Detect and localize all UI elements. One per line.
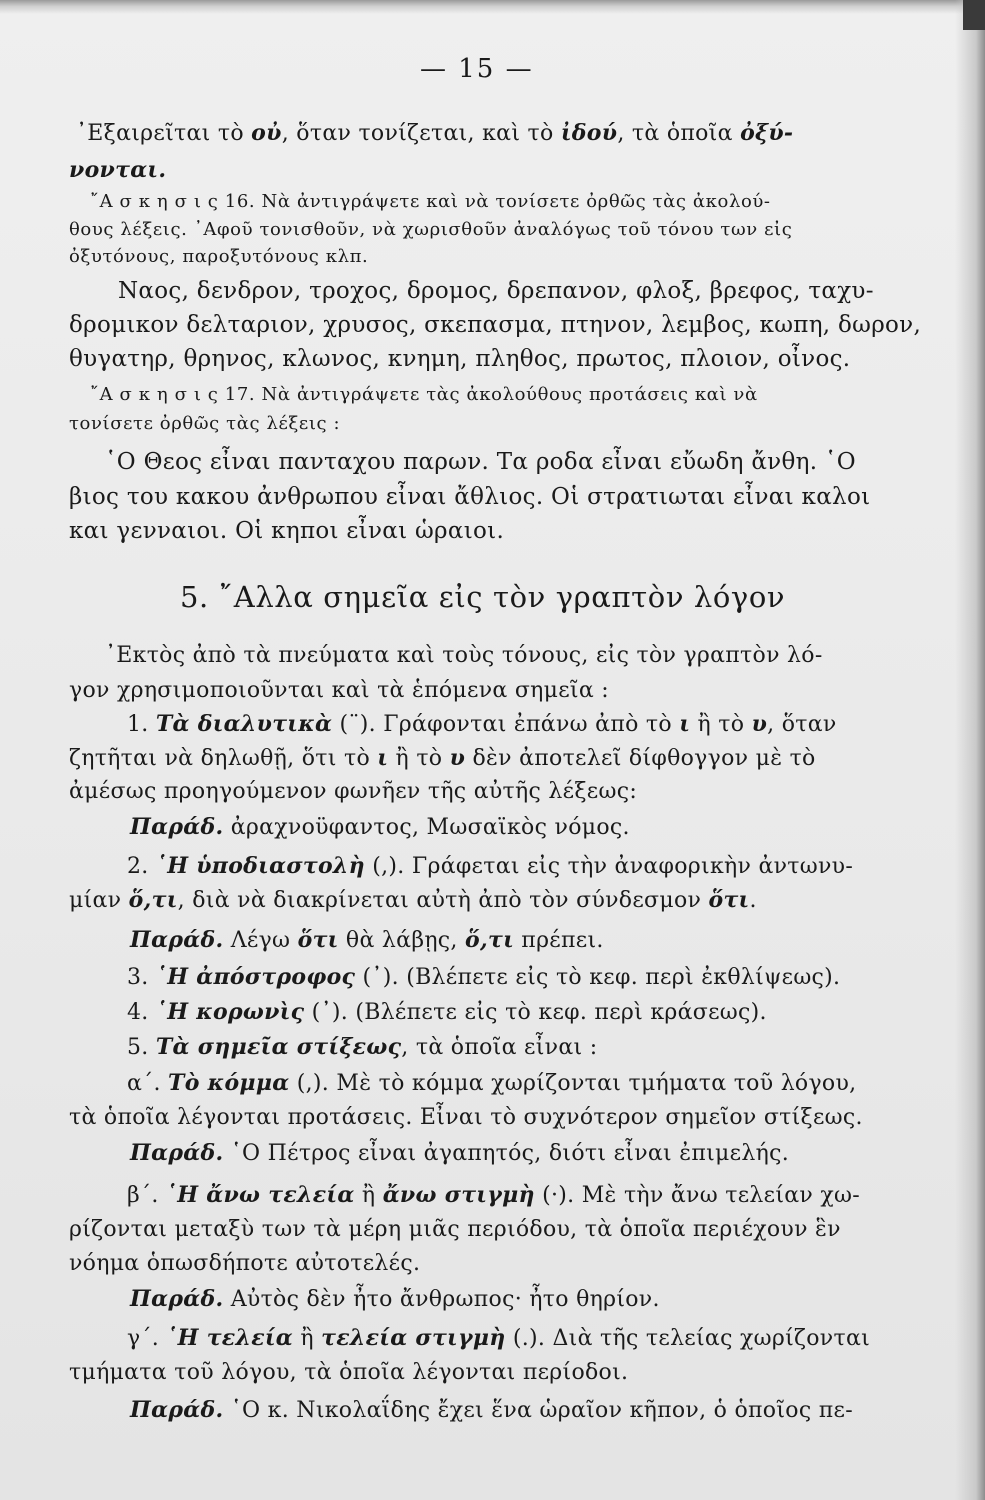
- section-heading: 5. ῎Αλλα σημεῖα εἰς τὸν γραπτὸν λόγον: [180, 580, 786, 614]
- text-line: ῾Ο Θεος εἶναι πανταχου παρων. Τα ροδα εἶναι εὔωδη ἄνθη. ῾Ο: [105, 449, 856, 475]
- text-line: τμήματα τοῦ λόγου, τὰ ὁποῖα λέγονται περίοδοι.: [69, 1360, 629, 1385]
- text-line: και γενναιοι. Οἱ κηποι εἶναι ὡραιοι.: [69, 518, 505, 544]
- exercise-17: ῎Α σ κ η σ ι ς 17. Νὰ ἀντιγράψετε τὰς ἀκολούθους προτάσεις καὶ νὰ: [90, 384, 758, 405]
- text-line: βιος του κακου ἀνθρωπου εἶναι ἄθλιος. Οἱ στρατιωται εἶναι καλοι: [69, 484, 871, 510]
- text-line: Παράδ. ἀραχνοϋφαντος, Μωσαϊκὸς νόμος.: [130, 814, 630, 840]
- text-line: Ναος, δενδρον, τροχος, δρομος, δρεπανον, φλοξ, βρεφος, ταχυ-: [118, 278, 874, 304]
- text-line: ἀμέσως προηγούμενον φωνῆεν τῆς αὐτῆς λέξεως:: [69, 779, 638, 804]
- text-line: γον χρησιμοποιοῦνται καὶ τὰ ἑπόμενα σημεῖα :: [69, 678, 610, 703]
- page-number: — 15 —: [420, 54, 534, 84]
- text-line: γ΄. ῾Η τελεία ἢ τελεία στιγμὴ (.). Διὰ τῆς τελείας χωρίζονται: [127, 1325, 871, 1351]
- text-line: 3. ῾Η ἀπόστροφος (᾿). (Βλέπετε εἰς τὸ κεφ. περὶ ἐκθλίψεως).: [127, 964, 841, 990]
- text-line: α΄. Τὸ κόμμα (,). Μὲ τὸ κόμμα χωρίζονται τμήματα τοῦ λόγου,: [127, 1070, 857, 1096]
- text-line: ᾿Εκτὸς ἀπὸ τὰ πνεύματα καὶ τοὺς τόνους, εἰς τὸν γραπτὸν λό-: [105, 643, 823, 668]
- text-line: δρομικον δελταριον, χρυσος, σκεπασμα, πτηνον, λεμβος, κωπη, δωρον,: [69, 312, 922, 338]
- text-line: 4. ῾Η κορωνὶς (᾿). (Βλέπετε εἰς τὸ κεφ. περὶ κράσεως).: [127, 999, 767, 1025]
- text-line: 2. ῾Η ὑποδιαστολὴ (,). Γράφεται εἰς τὴν ἀναφορικὴν ἀντωνυ-: [127, 853, 854, 879]
- text-line: 5. Τὰ σημεῖα στίξεως, τὰ ὁποῖα εἶναι :: [127, 1034, 598, 1060]
- text-line: ζητῆται νὰ δηλωθῇ, ὅτι τὸ ι ἢ τὸ υ δὲν ἀποτελεῖ δίφθογγον μὲ τὸ: [69, 745, 816, 771]
- text-line: τὰ ὁποῖα λέγονται προτάσεις. Εἶναι τὸ συχνότερον σημεῖον στίξεως.: [69, 1105, 863, 1130]
- text-line: τονίσετε ὀρθῶς τὰς λέξεις :: [69, 413, 341, 434]
- exercise-16: ῎Α σ κ η σ ι ς 16. Νὰ ἀντιγράψετε καὶ νὰ τονίσετε ὀρθῶς τὰς ἀκολού-: [90, 191, 771, 212]
- text-line: Παράδ. Αὐτὸς δὲν ἦτο ἄνθρωπος· ἦτο θηρίον.: [130, 1286, 660, 1312]
- text-line: θυγατηρ, θρηνος, κλωνος, κνημη, πληθος, πρωτος, πλοιον, οἶνος.: [69, 346, 851, 372]
- page-top-shadow: [0, 0, 985, 14]
- page-corner: [963, 0, 985, 30]
- text-line: β΄. ῾Η ἄνω τελεία ἢ ἄνω στιγμὴ (·). Μὲ τὴν ἄνω τελείαν χω-: [127, 1182, 860, 1208]
- text-line: θους λέξεις. ᾿Αφοῦ τονισθοῦν, νὰ χωρισθοῦν ἀναλόγως τοῦ τόνου των εἰς: [69, 219, 793, 240]
- text-line: νόημα ὁπωσδήποτε αὐτοτελές.: [69, 1251, 421, 1276]
- text-line: ρίζονται μεταξὺ των τὰ μέρη μιᾶς περιόδου, τὰ ὁποῖα περιέχουν ἓν: [69, 1217, 841, 1242]
- text-line: μίαν ὅ,τι, διὰ νὰ διακρίνεται αὐτὴ ἀπὸ τὸν σύνδεσμον ὅτι.: [69, 887, 757, 913]
- text-line: νονται.: [69, 157, 167, 183]
- text-line: Παράδ. Λέγω ὅτι θὰ λάβῃς, ὅ,τι πρέπει.: [130, 927, 604, 953]
- text-line: ὀξυτόνους, παροξυτόνους κλπ.: [69, 246, 369, 267]
- text-line: ᾿Εξαιρεῖται τὸ οὐ, ὅταν τονίζεται, καὶ τὸ ἰδού, τὰ ὁποῖα ὀξύ-: [76, 120, 794, 146]
- page-binding-shadow: [955, 0, 985, 1500]
- text-line: 1. Τὰ διαλυτικὰ (¨). Γράφονται ἐπάνω ἀπὸ τὸ ι ἢ τὸ υ, ὅταν: [127, 711, 837, 737]
- text-line: Παράδ. ῾Ο Πέτρος εἶναι ἀγαπητός, διότι εἶναι ἐπιμελής.: [130, 1140, 789, 1166]
- text-line: Παράδ. ῾Ο κ. Νικολαΐδης ἔχει ἕνα ὡραῖον κῆπον, ὁ ὁποῖος πε-: [130, 1397, 853, 1423]
